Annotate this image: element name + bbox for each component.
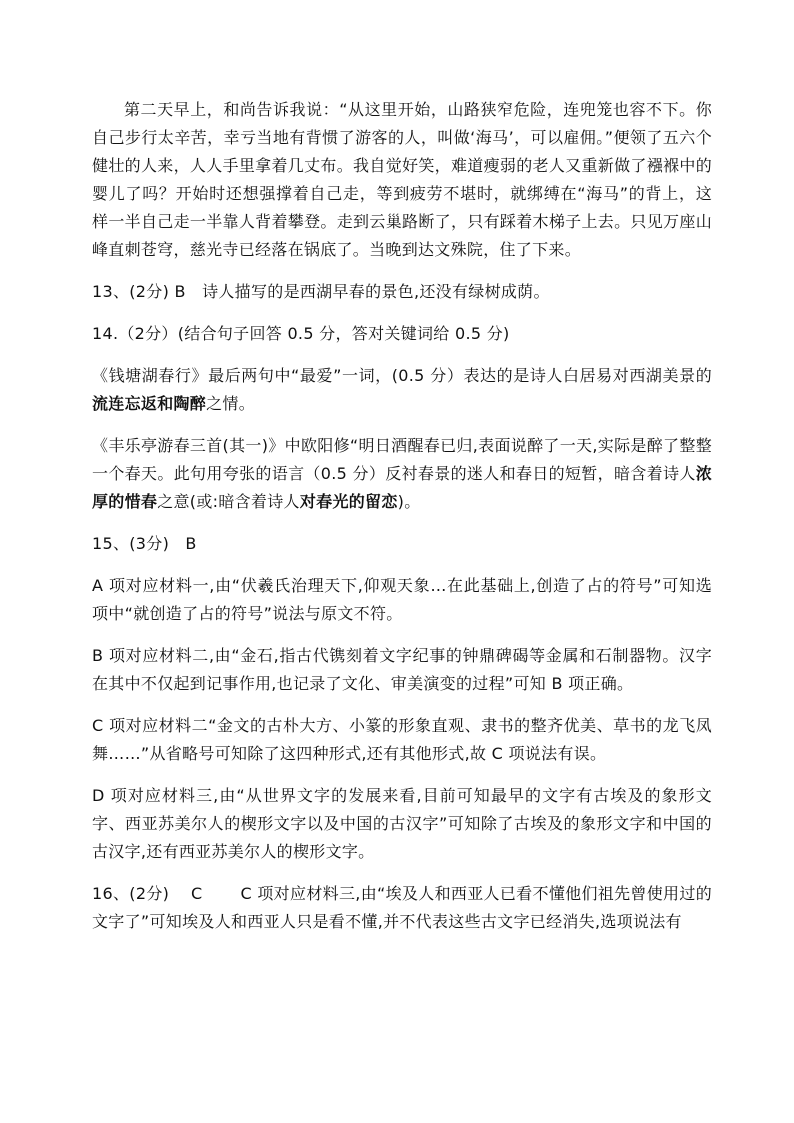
answer-q15-option-b: B 项对应材料二,由“金石,指古代镌刻着文字纪事的钟鼎碑碣等金属和石制器物。汉字在其中不仅起到记事作用,也记录了文化、审美演变的过程”可知 B 项正确。 — [92, 646, 712, 693]
answer-q15-option-a: A 项对应材料一,由“伏羲氏治理天下,仰观天象…在此基础上,创造了占的符号”可知选项中“就创造了占的符号”说法与原文不符。 — [92, 576, 712, 623]
answer-q13: 13、(2分) B 诗人描写的是西湖早春的景色,还没有绿树成荫。 — [92, 282, 550, 301]
answer-q14-part1: 《钱塘湖春行》最后两句中“最爱”一词，(0.5 分）表达的是诗人白居易对西湖美景的流连忘返和陶醉之情。 — [92, 366, 712, 413]
answer-content — [92, 96, 712, 936]
keyword-bold: 流连忘返和陶醉 — [92, 394, 207, 413]
answer-q16: 16、(2分) C C 项对应材料三,由“埃及人和西亚人已看不懂他们祖先曾使用过的文字了”可知埃及人和西亚人只是看不懂,并不代表这些古文字已经消失,选项说法有 — [92, 884, 712, 931]
keyword-bold: 对春光的留恋 — [299, 492, 398, 511]
translation-passage: 第二天早上，和尚告诉我说：“从这里开始，山路狭窄危险，连兜笼也容不下。你自己步行太辛苦，幸亏当地有背惯了游客的人，叫做‘海马’，可以雇佣。”便领了五六个健壮的人来，人人手里拿着几丈布。我自觉好笑，难道瘦弱的老人又重新做了襁褓中的婴儿了吗？开始时还想强撑着自己走，等到疲劳不堪时，就绑缚在“海马”的背上，这样一半自己走一半靠人背着攀登。走到云巢路断了，只有踩着木梯子上去。只见万座山峰直刺苍穹，慈光寺已经落在锅底了。当晚到达文殊院，住了下来。 — [92, 100, 712, 259]
answer-q15-option-c: C 项对应材料二“金文的古朴大方、小篆的形象直观、隶书的整齐优美、草书的龙飞凤舞……”从省略号可知除了这四种形式,还有其他形式,故 C 项说法有误。 — [92, 716, 712, 763]
answer-q14-part2: 《丰乐亭游春三首(其一)》中欧阳修“明日酒醒春已归,表面说醉了一天,实际是醉了整整一个春天。此句用夸张的语言（0.5 分）反衬春景的迷人和春日的短暂，暗含着诗人浓厚的惜春之意(或:暗含着诗人对春光的留恋)。 — [92, 436, 712, 511]
answer-q15-header: 15、(3分) B — [92, 534, 197, 553]
answer-q15-option-d: D 项对应材料三,由“从世界文字的发展来看,目前可知最早的文字有古埃及的象形文字、西亚苏美尔人的楔形文字以及中国的古汉字”可知除了古埃及的象形文字和中国的古汉字,还有西亚苏美尔人的楔形文字。 — [92, 786, 712, 861]
answer-q14-header: 14.（2分）(结合句子回答 0.5 分，答对关键词给 0.5 分) — [92, 324, 510, 343]
keyword-bold: 浓厚的惜春 — [92, 464, 712, 511]
